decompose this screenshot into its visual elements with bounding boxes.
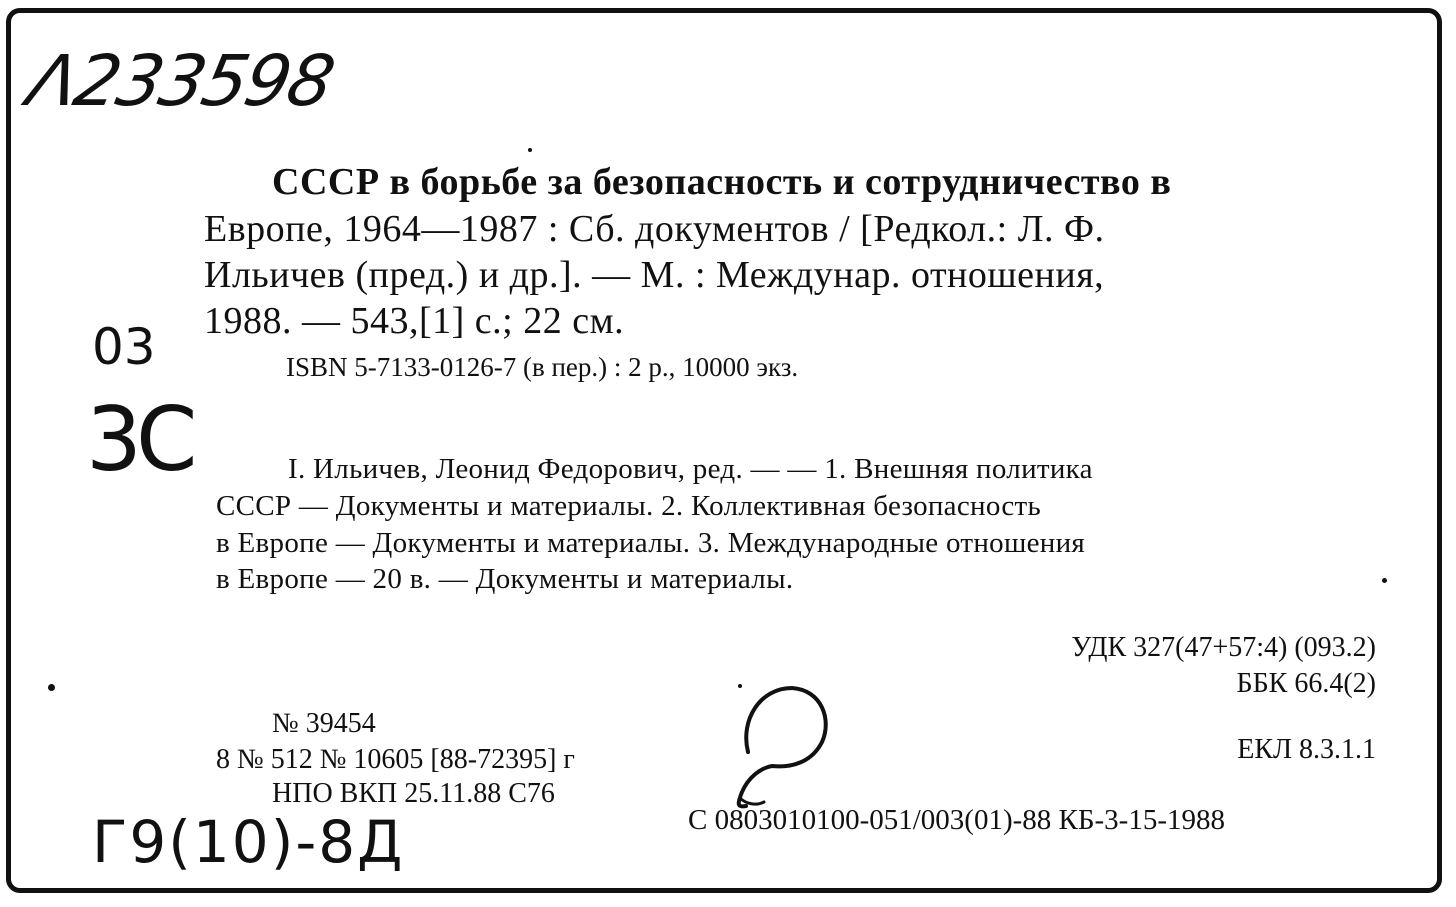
bbk-code: ББК 66.4(2): [1236, 668, 1376, 699]
handwritten-code-03: 03: [92, 318, 156, 376]
isbn-line: ISBN 5-7133-0126-7 (в пер.) : 2 р., 10000 экз.: [286, 352, 799, 382]
speck: [1382, 578, 1387, 583]
title-line-1: СССР в борьбе за безопасность и сотрудничество в: [272, 161, 1172, 203]
inventory-number: Λ233598: [21, 40, 340, 122]
bottom-code: С 0803010100-051/003(01)-88 КБ-3-15-1988: [688, 804, 1225, 836]
title-line-4: 1988. — 543,[1] с.; 22 см.: [204, 300, 625, 342]
speck: [48, 684, 55, 691]
speck: [528, 148, 532, 152]
publication-number: № 39454: [272, 708, 376, 739]
tracing-line-4: в Европе — 20 в. — Документы и материалы.: [216, 563, 794, 595]
tracing-line-1: I. Ильичев, Леонид Федорович, ред. — — 1. Внешняя политика: [288, 453, 1093, 485]
npo-line: НПО ВКП 25.11.88 С76: [272, 778, 555, 809]
ekl-code: ЕКЛ 8.3.1.1: [1237, 734, 1376, 765]
shelf-code: Г9(10)-8Д: [92, 808, 405, 876]
title-line-2: Европе, 1964—1987 : Сб. документов / [Редкол.: Л. Ф.: [204, 208, 1105, 250]
hand-drawn-loop-mark: [700, 680, 850, 820]
order-line: 8 № 512 № 10605 [88-72395] г: [216, 744, 575, 775]
handwritten-code-3c: 3C: [86, 388, 192, 491]
tracing-line-2: СССР — Документы и материалы. 2. Коллективная безопасность: [216, 490, 1042, 522]
title-line-3: Ильичев (пред.) и др.]. — М. : Междунар. отношения,: [204, 254, 1105, 296]
tracing-line-3: в Европе — Документы и материалы. 3. Международные отношения: [216, 527, 1086, 559]
speck: [738, 684, 742, 688]
udk-code: УДК 327(47+57:4) (093.2): [1071, 632, 1376, 663]
